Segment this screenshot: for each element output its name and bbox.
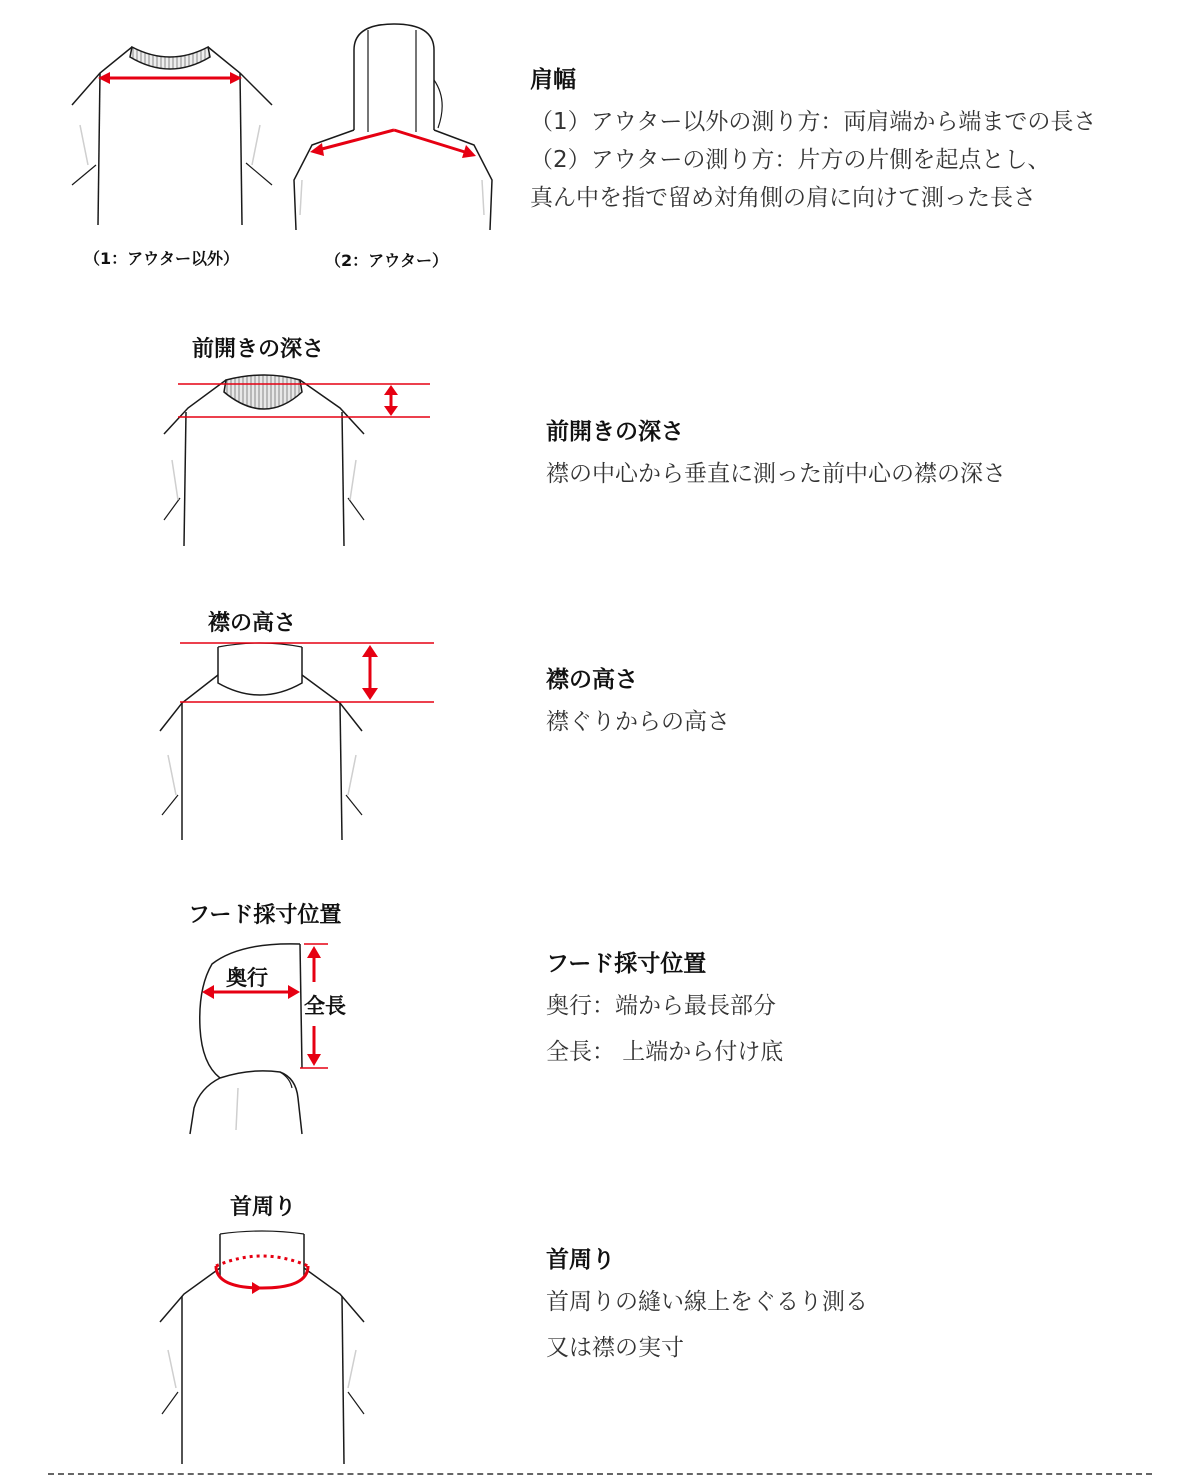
neck-diagram-title: 首周り [230,1195,297,1220]
shoulder-heading: 肩幅 [530,67,576,93]
front-opening-diagram-title: 前開きの深さ [192,337,325,362]
hood-section [0,880,1200,1140]
shoulder-illustration-outer [288,20,508,240]
shoulder-line-3: 真ん中を指で留め対角側の肩に向けて測った長さ [530,185,1036,211]
collar-height-description [546,666,730,754]
front-opening-line-1: 襟の中心から垂直に測った前中心の襟の深さ [546,461,1006,487]
shoulder-line-1: （1）アウター以外の測り方：両肩端から端までの長さ [530,109,1097,135]
hood-description [546,950,783,1084]
hood-heading: フード採寸位置 [546,951,707,977]
neck-line-2: 又は襟の実寸 [546,1335,684,1361]
hood-label-depth: 奥行 [226,966,268,990]
caption-outer: （2：アウター） [325,251,448,270]
hood-illustration [180,938,380,1138]
collar-height-diagram-title: 襟の高さ [208,611,297,636]
hood-line-1: 奥行：端から最長部分 [546,993,776,1019]
front-opening-heading: 前開きの深さ [546,419,684,445]
front-opening-description [546,418,1006,506]
collar-height-line-1: 襟ぐりからの高さ [546,709,730,735]
shoulder-illustration-non-outer [60,35,290,235]
hood-diagram-title: フード採寸位置 [188,903,342,928]
shoulder-line-2: （2）アウターの測り方：片方の片側を起点とし、 [530,147,1051,173]
collar-height-heading: 襟の高さ [546,667,638,693]
neck-line-1: 首周りの縫い線上をぐるり測る [546,1289,868,1315]
front-opening-illustration [150,370,440,550]
dashed-divider [48,1473,1152,1475]
shoulder-section [0,0,1200,290]
front-opening-section [0,320,1200,560]
neck-description [546,1246,868,1380]
hood-label-length: 全長 [304,994,346,1018]
hood-line-2: 全長： 上端から付け底 [546,1039,784,1065]
neck-heading: 首周り [546,1247,615,1273]
collar-height-section [0,590,1200,850]
shoulder-description [530,66,1096,222]
collar-height-illustration [150,635,440,845]
caption-non-outer: （1：アウター以外） [84,249,239,268]
neck-illustration [150,1228,380,1468]
neck-section [0,1170,1200,1460]
